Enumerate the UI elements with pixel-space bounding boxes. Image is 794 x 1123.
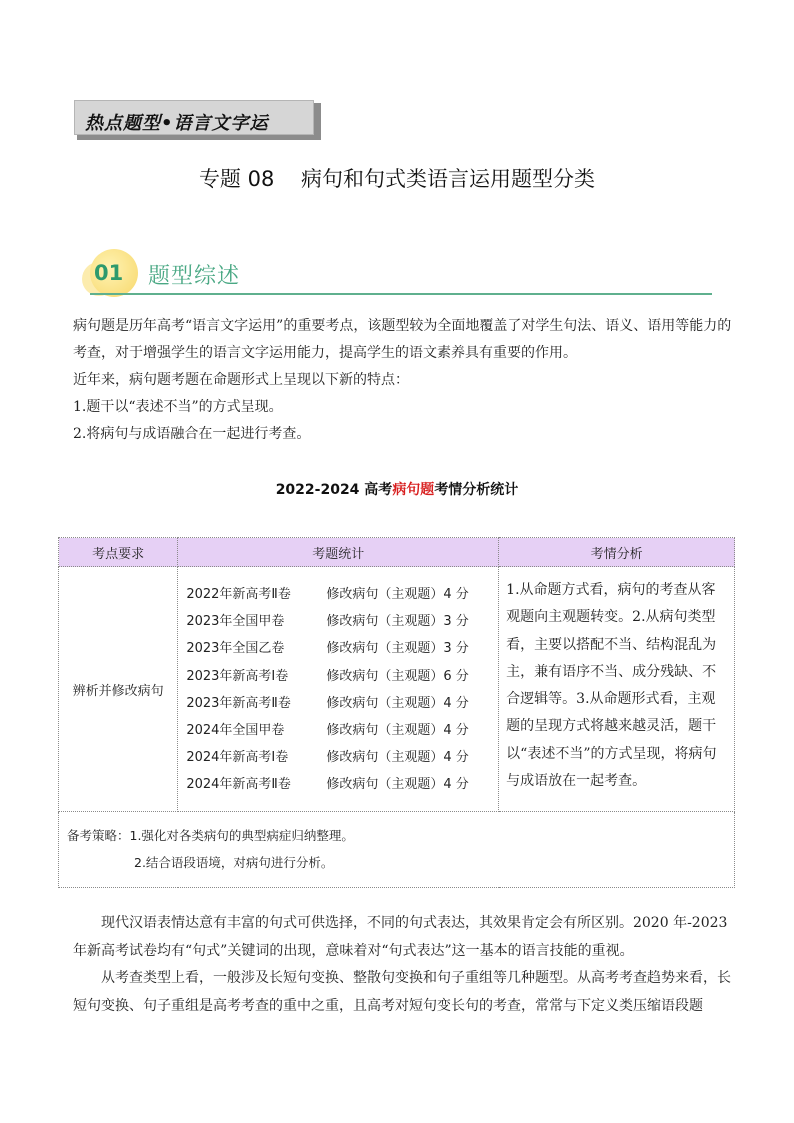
stat-item: 修改病句（主观题）4 分: [326, 750, 469, 766]
table-title-highlight: 病句题: [392, 482, 435, 498]
body-paragraph-2: 从考查类型上看，一般涉及长短句变换、整散句变换和句子重组等几种题型。从高考考查趋势来看，长短句变换、句子重组是高考考查的重中之重，且高考对短句变长句的考查，常常与下定义类压缩语段题: [73, 970, 731, 1014]
stat-exam: 2022年新高考Ⅱ卷: [186, 587, 291, 603]
table-title: [0, 479, 794, 499]
strategy-line-2: 2.结合语段语境，对病句进行分析。: [134, 855, 334, 870]
analysis-cell: 1.从命题方式看，病句的考查从客观题向主观题转变。2.从病句类型看，主要以搭配不当、结构混乱为主，兼有语序不当、成分残缺、不合逻辑等。3.从命题形式看，主观题的呈现方式将越来越灵活，题干以“表述不当”的方式呈现，将病句与成语放在一起考查。: [499, 567, 735, 812]
strategy-line-1: 备考策略：1.强化对各类病句的典型病症归纳整理。: [67, 828, 354, 843]
intro-point-1: 1.题干以“表述不当”的方式呈现。: [73, 399, 283, 415]
stat-row: [186, 579, 498, 606]
tag-text: 热点题型•语言文字运: [85, 113, 269, 134]
table-title-prefix: 2022-2024 高考: [275, 482, 393, 498]
stat-exam: 2023年新高考Ⅰ卷: [186, 668, 289, 684]
stat-item: 修改病句（主观题）3 分: [326, 614, 469, 630]
strategy-cell: [59, 812, 735, 888]
stat-exam: 2024年新高考Ⅰ卷: [186, 750, 289, 766]
header-requirement: 考点要求: [59, 538, 178, 567]
table-title-suffix: 考情分析统计: [434, 482, 519, 498]
stat-exam: 2023年全国甲卷: [186, 614, 285, 630]
tag-face: [74, 100, 314, 135]
statistics-cell: [178, 567, 499, 812]
stat-item: 修改病句（主观题）6 分: [326, 668, 469, 684]
stat-row: [186, 769, 498, 796]
section-divider: [90, 293, 712, 295]
header-analysis: 考情分析: [499, 538, 735, 567]
table-header-row: [59, 538, 735, 567]
body-paragraph-1: 现代汉语表情达意有丰富的句式可供选择，不同的句式表达，其效果肯定会有所区别。2020 年-2023 年新高考试卷均有“句式”关键词的出现，意味着对“句式表达”这一基本的语言技能的重视。: [73, 915, 728, 959]
section-number: 01: [94, 261, 124, 285]
strategy-row: [59, 812, 735, 888]
page-title: 专题 08 病句和句式类语言运用题型分类: [198, 167, 596, 191]
stat-item: 修改病句（主观题）4 分: [326, 587, 469, 603]
stat-exam: 2023年全国乙卷: [186, 641, 285, 657]
intro-paragraph-1: 病句题是历年高考“语言文字运用”的重要考点，该题型较为全面地覆盖了对学生句法、语义、语用等能力的考查，对于增强学生的语言文字运用能力，提高学生的语文素养具有重要的作用。: [73, 318, 732, 361]
requirement-cell: 辨析并修改病句: [59, 567, 178, 812]
stat-item: 修改病句（主观题）4 分: [326, 695, 469, 711]
stat-item: 修改病句（主观题）4 分: [326, 777, 469, 793]
stat-row: [186, 742, 498, 769]
header-statistics: 考题统计: [178, 538, 499, 567]
stat-exam: 2024年全国甲卷: [186, 723, 285, 739]
intro-paragraph-2: 近年来，病句题考题在命题形式上呈现以下新的特点：: [73, 372, 409, 388]
stat-item: 修改病句（主观题）3 分: [326, 641, 469, 657]
stat-row: [186, 715, 498, 742]
intro-point-2: 2.将病句与成语融合在一起进行考查。: [73, 426, 311, 442]
stat-row: [186, 661, 498, 688]
table-row: [59, 567, 735, 812]
stat-row: [186, 688, 498, 715]
stat-exam: 2024年新高考Ⅱ卷: [186, 777, 291, 793]
stat-item: 修改病句（主观题）4 分: [326, 723, 469, 739]
topic-tag: [74, 100, 318, 140]
section-heading: 题型综述: [148, 264, 241, 289]
stat-row: [186, 606, 498, 633]
stat-row: [186, 633, 498, 660]
exam-stats-table: [58, 537, 735, 888]
stat-exam: 2023年新高考Ⅱ卷: [186, 695, 291, 711]
